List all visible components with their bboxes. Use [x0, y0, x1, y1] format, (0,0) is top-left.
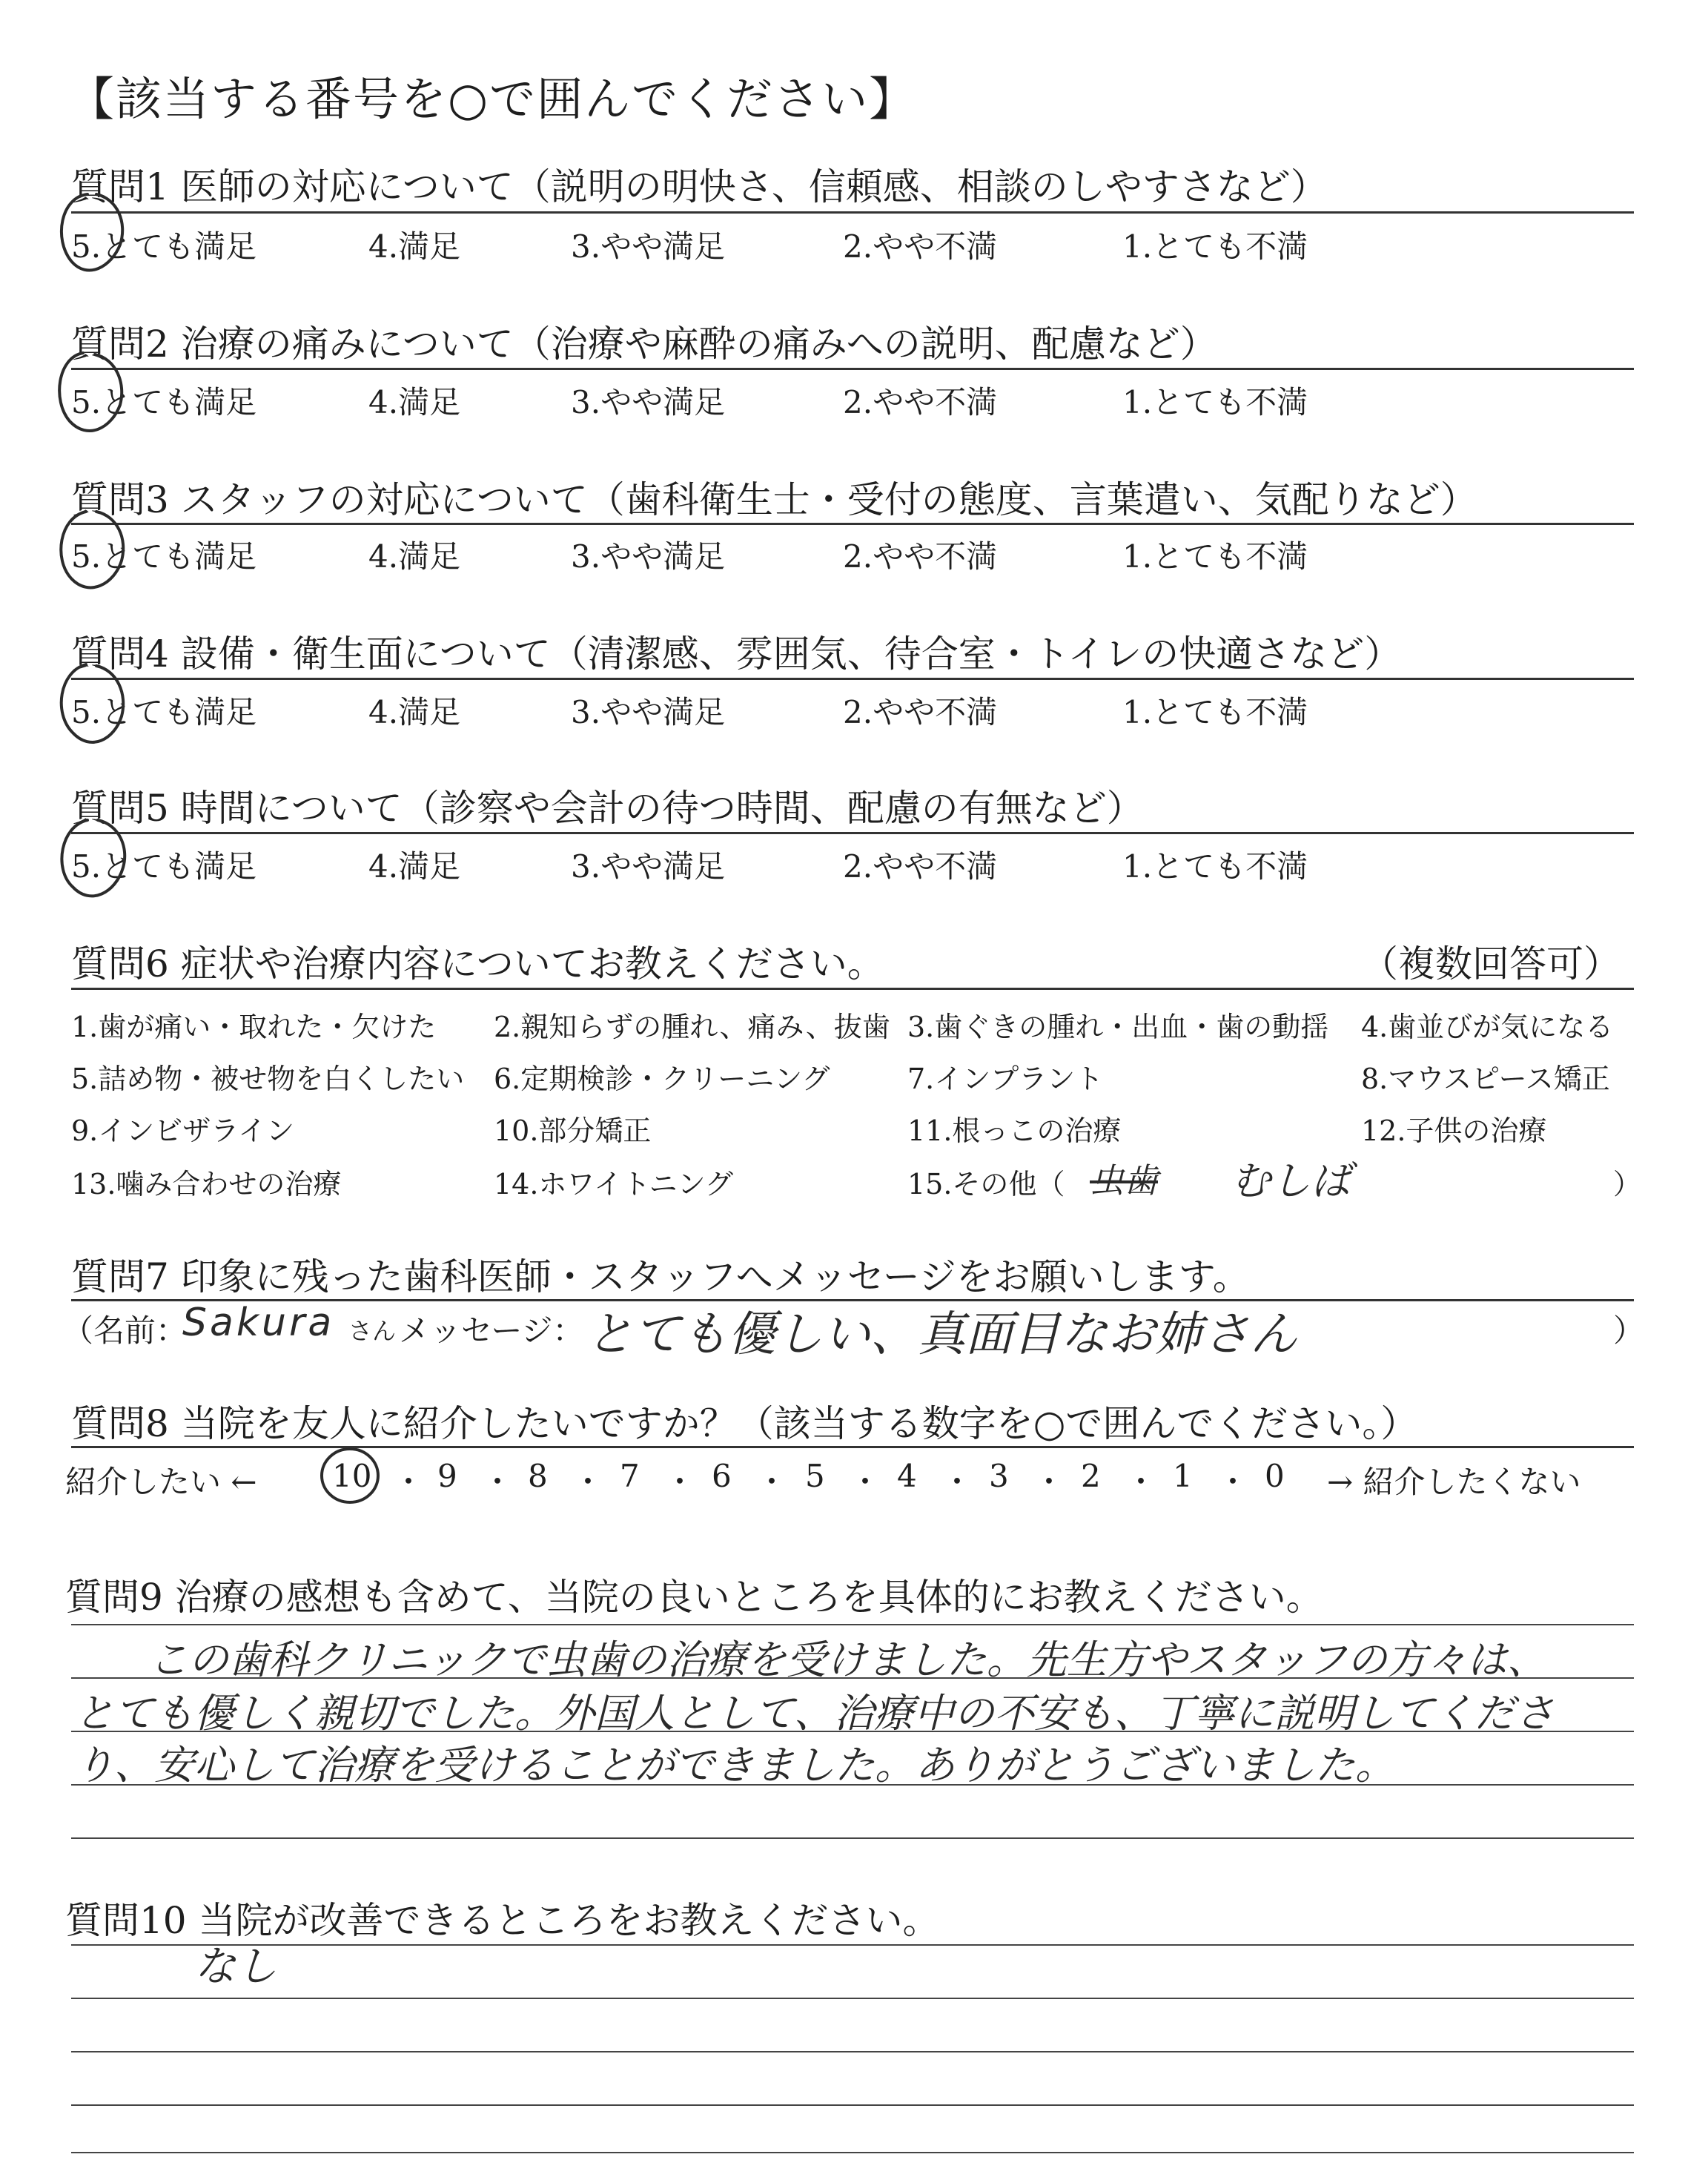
selection-circle: [62, 664, 123, 742]
rating-option-2[interactable]: 2.やや不満: [843, 538, 998, 575]
symptom-option[interactable]: 14.ホワイトニング: [494, 1168, 734, 1200]
other-close-paren: ）: [1613, 1168, 1642, 1200]
rating-option-3[interactable]: 3.やや満足: [571, 538, 726, 575]
selection-circle: [62, 194, 122, 271]
question-9-label: 質問9 治療の感想も含めて、当院の良いところを具体的にお教えください。: [65, 1576, 1323, 1619]
symptom-option[interactable]: 8.マウスピース矯正: [1361, 1063, 1610, 1095]
staff-name[interactable]: Sakura: [182, 1301, 335, 1345]
question-8-label: 質問8 当院を友人に紹介したいですか？（該当する数字を○で囲んでください。）: [71, 1402, 1418, 1445]
symptom-option[interactable]: 9.インビザライン: [71, 1114, 295, 1147]
rating-option-5[interactable]: 5.とても満足: [71, 384, 257, 420]
staff-message[interactable]: とても優しい、真面目なお姉さん: [586, 1307, 1297, 1362]
scale-dot: ・: [572, 1464, 604, 1500]
selection-circle: [322, 1449, 378, 1502]
symptom-option[interactable]: 12.子供の治療: [1361, 1114, 1547, 1147]
rating-option-1[interactable]: 1.とても不満: [1122, 538, 1308, 575]
symptom-option[interactable]: 10.部分矯正: [494, 1114, 652, 1147]
name-suffix: さん: [348, 1317, 397, 1345]
symptom-option[interactable]: 5.詰め物・被せ物を白くしたい: [71, 1063, 465, 1095]
recommend-option[interactable]: 1: [1173, 1458, 1193, 1494]
other-answer[interactable]: むしば: [1231, 1157, 1351, 1204]
rating-option-4[interactable]: 4.満足: [368, 384, 461, 420]
question-10-label: 質問10 当院が改善できるところをお教えください。: [65, 1899, 940, 1942]
scale-dot: ・: [1125, 1464, 1157, 1500]
improvement-answer[interactable]: なし: [194, 1943, 277, 1991]
selection-circle: [61, 512, 123, 587]
recommend-option[interactable]: 2: [1081, 1458, 1101, 1494]
name-prefix: （名前：: [62, 1312, 188, 1349]
rating-option-3[interactable]: 3.やや満足: [571, 228, 726, 265]
rating-option-5[interactable]: 5.とても満足: [71, 694, 257, 730]
recommend-option[interactable]: 8: [528, 1458, 548, 1494]
symptom-option[interactable]: 3.歯ぐきの腫れ・出血・歯の動揺: [907, 1011, 1329, 1043]
symptom-option[interactable]: 11.根っこの治療: [907, 1114, 1122, 1147]
scale-dot: ・: [393, 1464, 425, 1500]
page-title: 【該当する番号を○で囲んでください】: [68, 72, 917, 126]
rating-option-5[interactable]: 5.とても満足: [71, 848, 257, 885]
recommend-option[interactable]: 3: [989, 1458, 1009, 1494]
other-struck-answer: 虫歯: [1090, 1160, 1158, 1200]
recommend-right-label: → 紹介したくない: [1327, 1464, 1581, 1500]
recommend-option[interactable]: 10: [332, 1458, 372, 1494]
rating-option-3[interactable]: 3.やや満足: [571, 848, 726, 885]
selection-circle: [59, 353, 122, 431]
recommend-option[interactable]: 5: [805, 1458, 825, 1494]
symptom-option[interactable]: 6.定期検診・クリーニング: [494, 1063, 830, 1095]
symptom-option[interactable]: 4.歯並びが気になる: [1361, 1011, 1614, 1043]
rating-option-2[interactable]: 2.やや不満: [843, 228, 998, 265]
rating-option-2[interactable]: 2.やや不満: [843, 384, 998, 420]
feedback-line[interactable]: り、安心して治療を受けることができました。ありがとうございました。: [74, 1742, 1395, 1789]
question-7-label: 質問7 印象に残った歯科医師・スタッフへメッセージをお願いします。: [71, 1255, 1250, 1298]
question-6-label: 質問6 症状や治療内容についてお教えください。: [71, 942, 884, 985]
multiple-answers-note: （複数回答可）: [1361, 942, 1621, 985]
rating-option-1[interactable]: 1.とても不満: [1122, 384, 1308, 420]
scale-dot: ・: [850, 1464, 881, 1500]
feedback-line[interactable]: この歯科クリニックで虫歯の治療を受けました。先生方やスタッフの方々は、: [148, 1636, 1547, 1683]
rating-option-4[interactable]: 4.満足: [368, 694, 461, 730]
question-1-label: 質問1 医師の対応について（説明の明快さ、信頼感、相談のしやすさなど）: [71, 165, 1328, 208]
scale-dot: ・: [941, 1464, 973, 1500]
recommend-option[interactable]: 0: [1265, 1458, 1285, 1494]
question-5-label: 質問5 時間について（診察や会計の待つ時間、配慮の有無など）: [71, 787, 1144, 830]
recommend-left-label: 紹介したい ←: [65, 1464, 257, 1500]
scale-dot: ・: [482, 1464, 514, 1500]
recommend-option[interactable]: 4: [897, 1458, 917, 1494]
rating-option-1[interactable]: 1.とても不満: [1122, 694, 1308, 730]
scale-dot: ・: [756, 1464, 788, 1500]
recommend-option[interactable]: 9: [437, 1458, 457, 1494]
question-3-label: 質問3 スタッフの対応について（歯科衛生士・受付の態度、言葉遣い、気配りなど）: [71, 478, 1477, 521]
message-close-paren: ）: [1613, 1312, 1645, 1349]
rating-option-4[interactable]: 4.満足: [368, 538, 461, 575]
symptom-option[interactable]: 2.親知らずの腫れ、痛み、抜歯: [494, 1011, 890, 1043]
feedback-line[interactable]: とても優しく親切でした。外国人として、治療中の不安も、丁寧に説明してくださ: [74, 1690, 1555, 1737]
recommend-option[interactable]: 6: [712, 1458, 732, 1494]
symptom-option[interactable]: 1.歯が痛い・取れた・欠けた: [71, 1011, 437, 1043]
symptom-option-other[interactable]: 15.その他（: [907, 1168, 1065, 1200]
rating-option-4[interactable]: 4.満足: [368, 848, 461, 885]
scale-dot: ・: [664, 1464, 696, 1500]
rating-option-3[interactable]: 3.やや満足: [571, 694, 726, 730]
symptom-option[interactable]: 13.噛み合わせの治療: [71, 1168, 342, 1200]
rating-option-1[interactable]: 1.とても不満: [1122, 228, 1308, 265]
symptom-option[interactable]: 7.インプラント: [907, 1063, 1104, 1095]
rating-option-3[interactable]: 3.やや満足: [571, 384, 726, 420]
question-4-label: 質問4 設備・衛生面について（清潔感、雰囲気、待合室・トイレの快適さなど）: [71, 633, 1402, 676]
scale-dot: ・: [1033, 1464, 1065, 1500]
rating-option-2[interactable]: 2.やや不満: [843, 694, 998, 730]
rating-option-2[interactable]: 2.やや不満: [843, 848, 998, 885]
rating-option-5[interactable]: 5.とても満足: [71, 228, 257, 265]
selection-circle: [62, 820, 125, 896]
recommend-option[interactable]: 7: [620, 1458, 640, 1494]
scale-dot: ・: [1217, 1464, 1249, 1500]
rating-option-4[interactable]: 4.満足: [368, 228, 461, 265]
rating-option-5[interactable]: 5.とても満足: [71, 538, 257, 575]
rating-option-1[interactable]: 1.とても不満: [1122, 848, 1308, 885]
question-2-label: 質問2 治療の痛みについて（治療や麻酔の痛みへの説明、配慮など）: [71, 323, 1217, 366]
message-label: メッセージ：: [399, 1312, 584, 1349]
